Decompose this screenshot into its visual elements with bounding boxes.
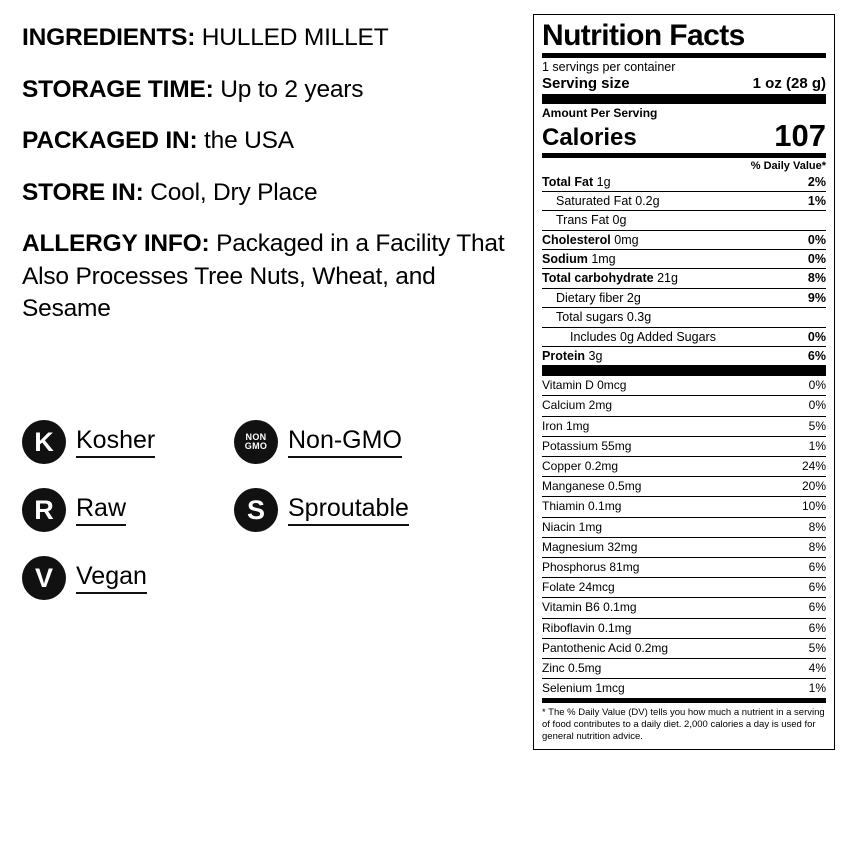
product-info-list: [22, 22, 522, 354]
badge-non-gmo-label: Non-GMO: [288, 426, 402, 458]
raw-icon: [22, 488, 66, 532]
micronutrient-daily-value: 6%: [808, 580, 826, 595]
nutrient-daily-value: 0%: [807, 329, 826, 344]
micronutrient-name: Phosphorus 81mg: [542, 559, 640, 574]
nutrient-name: Sodium 1mg: [542, 252, 616, 266]
serving-size-label: Serving size: [542, 74, 630, 92]
micronutrient-daily-value: 5%: [808, 418, 826, 433]
micronutrient-name: Potassium 55mg: [542, 438, 632, 453]
divider-under-serving-size: [542, 94, 826, 104]
ingredients-value: HULLED MILLET: [195, 24, 389, 51]
micronutrient-name: Magnesium 32mg: [542, 539, 638, 554]
nutrient-daily-value: 1%: [807, 193, 826, 208]
micronutrient-row: [542, 457, 826, 477]
micronutrient-daily-value: 20%: [801, 479, 826, 494]
nutrient-row: [542, 308, 826, 327]
storage-time-label: STORAGE TIME:: [22, 75, 214, 103]
nutrient-daily-value: 0%: [807, 252, 826, 266]
storage-time-value: Up to 2 years: [213, 75, 364, 103]
info-line-storage-time: [22, 74, 522, 107]
badge-raw: [22, 488, 212, 532]
micronutrient-row: [542, 598, 826, 618]
micronutrient-daily-value: 8%: [808, 519, 826, 534]
badge-vegan-label: Vegan: [76, 562, 147, 594]
badge-vegan: [22, 556, 212, 600]
micronutrient-name: Zinc 0.5mg: [542, 660, 602, 675]
nutrient-row: [542, 328, 826, 347]
macronutrient-rows: [542, 173, 826, 367]
nutrient-name: Total carbohydrate 21g: [542, 271, 678, 286]
micronutrient-daily-value: 0%: [808, 398, 826, 413]
micronutrient-daily-value: 24%: [801, 459, 826, 473]
nutrient-name: Total sugars 0.3g: [556, 310, 652, 325]
nutrient-daily-value: [820, 213, 826, 227]
calories-value: 107: [774, 117, 826, 153]
certification-badges: [22, 420, 522, 624]
micronutrient-daily-value: 4%: [808, 660, 826, 675]
micronutrient-row: [542, 679, 826, 698]
badge-sproutable-label: Sproutable: [288, 494, 409, 526]
nutrient-daily-value: 2%: [807, 174, 826, 189]
nutrient-row: [542, 250, 826, 269]
kosher-icon-glyph: K: [34, 426, 54, 457]
micronutrient-name: Folate 24mcg: [542, 580, 615, 595]
info-line-allergy: [22, 228, 522, 326]
daily-value-footnote: * The % Daily Value (DV) tells you how much a nutrient in a serving of food contributes to a daily diet. 2,000 calories a day is used for general nutrition advice.: [542, 707, 825, 742]
nutrient-name: Total Fat 1g: [542, 174, 611, 189]
micronutrient-daily-value: 8%: [808, 539, 826, 554]
micronutrient-rows: [542, 376, 826, 698]
kosher-icon: [22, 420, 66, 464]
nutrient-name: Dietary fiber 2g: [556, 290, 641, 305]
non-gmo-icon-bottom: GMO: [244, 441, 268, 451]
micronutrient-name: Vitamin D 0mcg: [542, 378, 627, 393]
micronutrient-daily-value: 5%: [808, 640, 826, 655]
nutrient-name: Trans Fat 0g: [556, 213, 627, 228]
nutrient-name: Saturated Fat 0.2g: [556, 193, 660, 208]
servings-per-container: 1 servings per container: [542, 59, 676, 74]
daily-value-header: % Daily Value*: [750, 159, 826, 172]
micronutrient-name: Copper 0.2mg: [542, 459, 619, 473]
store-in-value: Cool, Dry Place: [143, 178, 318, 206]
micronutrient-daily-value: 6%: [808, 600, 826, 615]
micronutrient-row: [542, 477, 826, 497]
badge-non-gmo: [234, 420, 402, 464]
micronutrient-name: Niacin 1mg: [542, 519, 603, 534]
allergy-value: Packaged in a Facility That Also Processes Tree Nuts, Wheat, and Sesame: [22, 230, 505, 323]
nutrition-facts-panel: [533, 14, 835, 750]
badge-sproutable: [234, 488, 409, 532]
nutrient-row: [542, 289, 826, 308]
micronutrient-daily-value: 6%: [808, 620, 826, 635]
nutrient-row: [542, 347, 826, 366]
micronutrient-daily-value: 1%: [808, 681, 826, 696]
serving-size-value: 1 oz (28 g): [752, 74, 826, 92]
micronutrient-name: Selenium 1mcg: [542, 681, 625, 696]
packaged-in-value: the USA: [197, 127, 294, 155]
nutrient-daily-value: [820, 310, 826, 324]
nutrition-facts-title: Nutrition Facts: [542, 19, 745, 52]
micronutrient-row: [542, 538, 826, 558]
badge-row-2: [22, 488, 522, 532]
calories-label: Calories: [542, 124, 637, 152]
micronutrient-row: [542, 376, 826, 396]
info-line-ingredients: [22, 22, 522, 55]
micronutrient-row: [542, 619, 826, 639]
store-in-label: STORE IN:: [22, 178, 144, 206]
nutrient-daily-value: 9%: [807, 290, 826, 305]
micronutrient-row: [542, 659, 826, 679]
micronutrient-name: Riboflavin 0.1mg: [542, 620, 632, 635]
nutrient-row: [542, 211, 826, 230]
calories-row: [542, 117, 826, 153]
nutrient-row: [542, 173, 826, 192]
nutrient-name: Includes 0g Added Sugars: [570, 329, 716, 344]
micronutrient-daily-value: 1%: [808, 438, 826, 453]
micronutrient-daily-value: 10%: [801, 499, 826, 514]
micronutrient-name: Thiamin 0.1mg: [542, 499, 622, 514]
nutrient-row: [542, 269, 826, 288]
ingredients-label: INGREDIENTS:: [22, 24, 196, 51]
non-gmo-icon: [234, 420, 278, 464]
raw-icon-glyph: R: [34, 494, 54, 525]
micronutrient-name: Calcium 2mg: [542, 398, 613, 413]
serving-size-row: [542, 75, 826, 94]
micronutrient-row: [542, 639, 826, 659]
packaged-in-label: PACKAGED IN:: [22, 127, 198, 155]
info-line-packaged-in: [22, 125, 522, 158]
micronutrient-row: [542, 437, 826, 457]
micronutrient-name: Vitamin B6 0.1mg: [542, 600, 637, 615]
micronutrient-row: [542, 518, 826, 538]
badge-kosher: [22, 420, 212, 464]
vegan-icon: [22, 556, 66, 600]
badge-kosher-label: Kosher: [76, 426, 155, 458]
info-line-store-in: [22, 177, 522, 210]
nutrient-daily-value: 0%: [807, 232, 826, 247]
sproutable-icon-glyph: S: [246, 494, 265, 525]
vegan-icon-glyph: V: [34, 562, 53, 593]
micronutrient-name: Pantothenic Acid 0.2mg: [542, 640, 669, 655]
allergy-label: ALLERGY INFO:: [22, 230, 210, 258]
micronutrient-row: [542, 396, 826, 416]
nutrient-name: Cholesterol 0mg: [542, 232, 639, 247]
nutrient-daily-value: 6%: [807, 348, 826, 363]
badge-raw-label: Raw: [76, 494, 126, 526]
nutrient-row: [542, 192, 826, 211]
nutrient-daily-value: 8%: [807, 271, 826, 286]
nutrient-row: [542, 231, 826, 250]
badge-row-1: [22, 420, 522, 464]
micronutrient-row: [542, 417, 826, 437]
micronutrient-daily-value: 0%: [808, 378, 826, 393]
sproutable-icon: [234, 488, 278, 532]
amount-per-serving-label: Amount Per Serving: [542, 105, 658, 120]
micronutrient-row: [542, 578, 826, 598]
micronutrient-row: [542, 558, 826, 578]
badge-row-3: [22, 556, 522, 600]
micronutrient-name: Iron 1mg: [542, 418, 590, 433]
non-gmo-icon-top: NON: [245, 431, 267, 442]
divider-under-protein: [542, 366, 826, 376]
micronutrient-name: Manganese 0.5mg: [542, 479, 642, 494]
micronutrient-row: [542, 497, 826, 517]
nutrient-name: Protein 3g: [542, 348, 603, 363]
micronutrient-daily-value: 6%: [808, 559, 826, 574]
